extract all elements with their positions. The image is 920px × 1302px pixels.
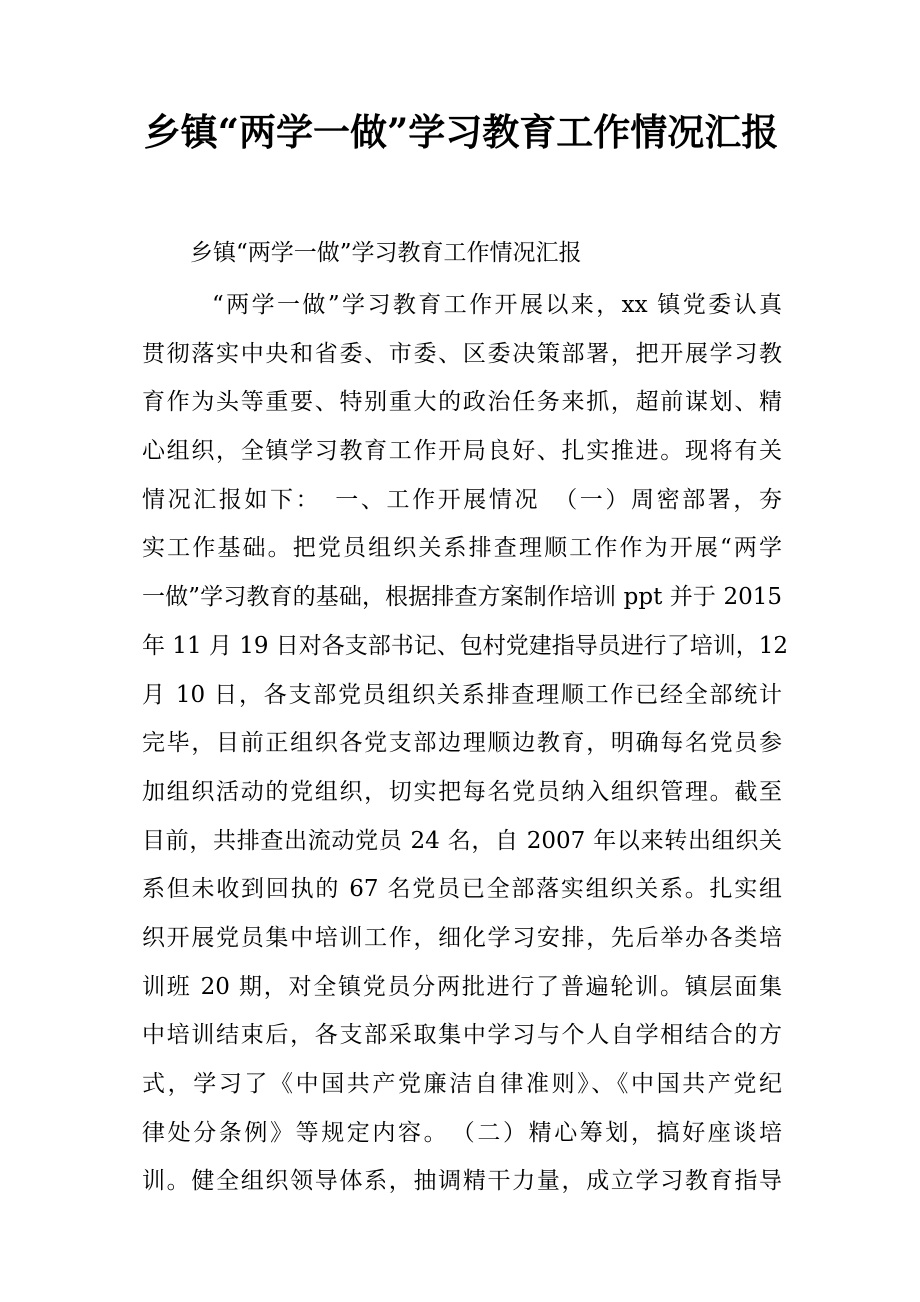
body-line: 情况汇报如下： 一、工作开展情况 （一）周密部署，夯 <box>142 486 782 513</box>
body-line: 律处分条例》等规定内容。 （二）精心筹划，搞好座谈培 <box>142 1119 782 1146</box>
body-line: “两学一做”学习教育工作开展以来，xx 镇党委认真 <box>212 292 782 318</box>
body-line: 完毕，目前正组织各党支部边理顺边教育，明确每名党员参 <box>142 730 782 757</box>
body-line: 月 10 日，各支部党员组织关系排查理顺工作已经全部统计 <box>142 681 782 708</box>
body-line: 中培训结束后，各支部采取集中学习与个人自学相结合的方 <box>142 1022 782 1049</box>
body-line: 式，学习了《中国共产党廉洁自律准则》、《中国共产党纪 <box>142 1071 782 1097</box>
body-line: 训班 20 期，对全镇党员分两批进行了普遍轮训。镇层面集 <box>142 973 782 1000</box>
body-line: 心组织，全镇学习教育工作开局良好、扎实推进。现将有关 <box>142 438 782 465</box>
body-line: 织开展党员集中培训工作，细化学习安排，先后举办各类培 <box>142 924 782 951</box>
body-line: 训。健全组织领导体系，抽调精干力量，成立学习教育指导 <box>142 1168 782 1195</box>
document-body <box>142 290 789 1215</box>
body-line: 育作为头等重要、特别重大的政治任务来抓，超前谋划、精 <box>142 389 782 416</box>
body-line: 加组织活动的党组织，切实把每名党员纳入组织管理。截至 <box>142 778 782 805</box>
document-title: 乡镇“两学一做”学习教育工作情况汇报 <box>143 110 779 154</box>
body-line: 目前，共排查出流动党员 24 名，自 2007 年以来转出组织关 <box>142 827 782 854</box>
body-line: 贯彻落实中央和省委、市委、区委决策部署，把开展学习教 <box>142 340 782 367</box>
body-line: 系但未收到回执的 67 名党员已全部落实组织关系。扎实组 <box>142 876 782 903</box>
body-line: 年 11 月 19 日对各支部书记、包村党建指导员进行了培训，12 <box>142 632 789 659</box>
document-subtitle: 乡镇“两学一做”学习教育工作情况汇报 <box>190 240 582 266</box>
body-line: 一做”学习教育的基础，根据排查方案制作培训 ppt 并于 2015 <box>142 584 782 611</box>
body-line: 实工作基础。把党员组织关系排查理顺工作作为开展“两学 <box>142 535 782 562</box>
